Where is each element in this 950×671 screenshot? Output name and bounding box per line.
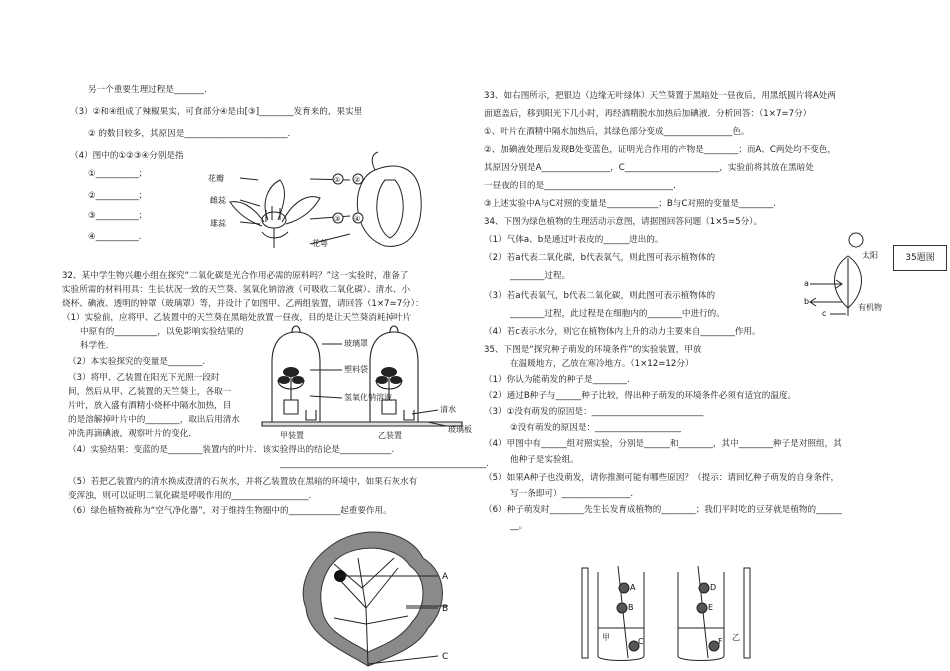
- label-leaf-B: B: [442, 604, 449, 614]
- q32-text-line: 实验所需的材料用具：生长状况一致的天竺葵、氢氧化钠溶液（可吸收二氧化碳）、清水、小: [62, 285, 411, 295]
- label-beaker-yi: 乙: [732, 633, 740, 642]
- label-gas-a: a: [804, 279, 809, 288]
- q34-text-line: （4）若c表示水分，则它在植物体内上升的动力主要来自________作用。: [484, 327, 761, 337]
- label-water-c: c: [822, 309, 827, 318]
- q35-text-line: __。: [510, 521, 528, 531]
- q33-text-line: 其原因分别是A________________，C______________________，实验前将其放在黑暗处: [484, 163, 814, 173]
- label-beaker-jia: 甲: [602, 633, 610, 642]
- q31-blank-1: ①__________；: [88, 169, 148, 179]
- q32-text-line: （3）将甲、乙装置在阳光下光照一段时: [68, 373, 220, 383]
- label-naoh-solution: 氢氧化钠溶液: [344, 393, 392, 402]
- label-seed-B: B: [628, 603, 634, 612]
- figure-35-label-box: 35题图: [893, 245, 947, 271]
- label-seed-A: A: [630, 583, 636, 592]
- q31-blank-4: ④__________.: [88, 232, 142, 242]
- q32-text-line: （2）本实验探究的变量是________.: [68, 357, 206, 367]
- label-seed-E: E: [708, 603, 714, 612]
- q32-text-line: 中原有的__________，以免影响实验结果的: [80, 327, 244, 337]
- label-device-jia: 甲装置: [280, 431, 304, 440]
- q34-text-line: ________过程。: [510, 271, 571, 281]
- label-organic-matter: 有机物: [858, 303, 882, 312]
- q35-text-line: ②没有萌发的原因是：____________________: [510, 423, 681, 433]
- q35-text-line: （4）甲图中有______组对照实验，分别是______和________，其中________种子是对照组，其: [484, 439, 842, 449]
- q35-text-line: （5）如果A种子也没萌发，请你推测可能有哪些原因？（提示：请回忆种子萌发的自身条件，: [484, 473, 840, 483]
- q32-text-line: 32、某中学生物兴趣小组在探究“二氧化碳是光合作用必需的原料吗？”这一实验时，准备了: [62, 271, 409, 281]
- q35-text-line: 他种子是实验组。: [510, 455, 579, 465]
- q33-text-line: 33、如右图所示，把银边（边缘无叶绿体）天竺葵置于黑暗处一昼夜后，用黑纸圆片将A处两: [484, 91, 836, 101]
- label-plastic-bag: 塑料袋: [344, 365, 368, 374]
- label-circle-3: ③: [334, 215, 341, 223]
- label-leaf-C: C: [442, 652, 449, 662]
- label-clear-water: 清水: [440, 405, 456, 414]
- label-gas-b: b: [804, 297, 810, 306]
- q32-text-line: 片叶，放入盛有酒精小烧杯中隔水加热，目: [68, 401, 232, 411]
- label-leaf-A: A: [442, 572, 449, 582]
- q35-text-line: （6）种子萌发时________先生长发育成植物的________；我们平时吃的豆芽就是植物的______: [484, 505, 842, 515]
- q31-blank-3: ③__________；: [88, 211, 148, 221]
- q31-blank-2: ②__________；: [88, 191, 148, 201]
- q32-text-line: 冲洗再滴碘液，观察叶片的变化.: [68, 429, 192, 439]
- variegated-leaf-figure: [298, 528, 473, 671]
- q35-text-line: （1）你认为能萌发的种子是________.: [484, 375, 630, 385]
- q31-text-line: 另一个重要生理过程是_______.: [88, 85, 207, 95]
- q35-text-line: （2）通过B种子与______种子比较，得出种子萌发的环境条件必须有适宜的温度。: [484, 391, 797, 401]
- label-seed-C: C: [638, 637, 644, 646]
- q33-text-line: 面遮盖后，移到阳光下几小时，再经酒精脱水加热后加碘液．分析回答：（1×7=7分）: [484, 109, 812, 119]
- label-sun: 太阳: [862, 251, 878, 260]
- q35-text-line: 写一条即可）________________.: [510, 489, 634, 499]
- bell-jar-apparatus-figure: [262, 322, 472, 442]
- label-sepal: 花萼: [312, 239, 328, 248]
- label-circle-4: ④: [354, 215, 361, 223]
- q35-text-line: 35、下图是“探究种子萌发的环境条件”的实验装置，甲放: [484, 345, 702, 355]
- seed-germination-beakers: [578, 558, 768, 670]
- label-circle-1: ①: [334, 176, 341, 184]
- q32-text-line: 间，然后从甲、乙装置的天竺葵上，各取一: [68, 387, 232, 397]
- photosynthesis-leaf-diagram: [800, 228, 892, 318]
- q32-text-line: （1）实验前，应将甲、乙装置中的天竺葵在黑暗处放置一昼夜，目的是让天竺葵消耗掉叶片: [62, 313, 412, 323]
- q31-text-line: （4）图中的①②③④分别是指: [70, 151, 184, 161]
- q35-text-line: 在温暖地方，乙放在寒冷地方。（1×12=12分）: [510, 359, 694, 369]
- q31-text-line: ② 的数目较多，其原因是________________________.: [88, 129, 291, 139]
- q32-text-line: ________________________________________________.: [280, 459, 489, 469]
- q32-text-line: 科学性.: [80, 341, 109, 351]
- label-seed-F: F: [718, 637, 723, 646]
- q34-text-line: （1）气体a、b是通过叶表皮的______进出的。: [484, 235, 664, 245]
- q34-text-line: （2）若a代表二氧化碳，b代表氧气，则此图可表示植物体的: [484, 253, 716, 263]
- q34-text-line: ________过程，此过程是在细胞内的________中进行的。: [510, 309, 725, 319]
- label-glass-plate: 玻璃板: [448, 425, 472, 434]
- label-glass-cover: 玻璃罩: [344, 339, 368, 348]
- label-seed-D: D: [710, 583, 717, 592]
- q33-text-line: ③上述实验中A与C对照的变量是____________；B与C对照的变量是________.: [484, 199, 777, 209]
- label-circle-2: ②: [354, 176, 361, 184]
- q34-text-line: 34、下图为绿色植物的生理活动示意图，请据图回答问题（1×5=5分）。: [484, 217, 763, 227]
- label-stamen: 雄蕊: [210, 219, 226, 228]
- q31-text-line: （3）②和④组成了辣椒果实，可食部分④是由[③]________发育来的，果实里: [70, 107, 363, 117]
- label-petal: 花瓣: [208, 174, 224, 183]
- q33-text-line: ①、叶片在酒精中隔水加热后，其绿色部分变成________________色。: [484, 127, 750, 137]
- q32-text-line: （5）若把乙装置内的清水换成澄清的石灰水，并将乙装置放在黑暗的环境中，如果石灰水有: [68, 477, 418, 487]
- q32-text-line: 的是溶解掉叶片中的________，取出后用清水: [68, 415, 240, 425]
- q32-text-line: （4）实验结果：变蓝的是________装置内的叶片．该实验得出的结论是____________.: [68, 445, 395, 455]
- q32-text-line: 变浑浊，则可以证明二氧化碳是呼吸作用的__________________.: [68, 491, 312, 501]
- q32-text-line: （6）绿色植物被称为“空气净化器”，对于维持生物圈中的____________起重要作用。: [68, 506, 392, 516]
- q33-text-line: ②、加碘液处理后发现B处变蓝色，证明光合作用的产物是________；而A、C两处均不变色，: [484, 145, 837, 155]
- q32-text-line: 烧杯、碘液、透明的钟罩（玻璃罩）等，并设计了如图甲、乙两组装置，请回答（1×7=7分）：: [62, 299, 424, 309]
- flower-pepper-figure: [200, 150, 450, 250]
- q33-text-line: 一昼夜的目的是______________________________.: [484, 181, 676, 191]
- label-pistil: 雌蕊: [210, 196, 226, 205]
- q34-text-line: （3）若a代表氧气，b代表二氧化碳，则此图可表示植物体的: [484, 291, 716, 301]
- label-device-yi: 乙装置: [378, 431, 402, 440]
- q35-text-line: （3）①没有萌发的原因是：__________________________: [484, 407, 704, 417]
